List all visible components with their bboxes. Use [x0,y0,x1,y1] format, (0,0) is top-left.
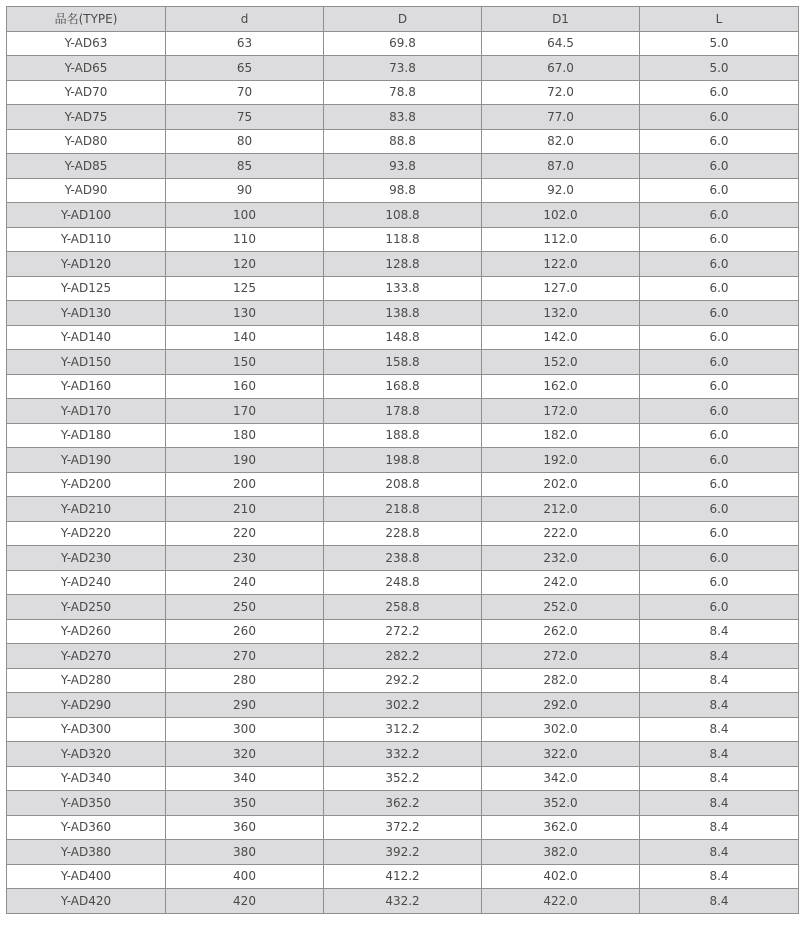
cell-L: 6.0 [640,546,799,571]
cell-D: 148.8 [324,325,482,350]
cell-D1: 242.0 [482,570,640,595]
cell-L: 6.0 [640,227,799,252]
table-body [7,31,799,913]
cell-type: Y-AD360 [7,815,166,840]
table-row [7,105,799,130]
cell-D: 352.2 [324,766,482,791]
cell-L: 5.0 [640,31,799,56]
cell-type: Y-AD190 [7,448,166,473]
cell-d: 240 [166,570,324,595]
cell-type: Y-AD270 [7,644,166,669]
cell-L: 6.0 [640,570,799,595]
cell-L: 8.4 [640,864,799,889]
cell-d: 190 [166,448,324,473]
cell-D1: 102.0 [482,203,640,228]
cell-D1: 232.0 [482,546,640,571]
table-row [7,644,799,669]
cell-D1: 127.0 [482,276,640,301]
table-row [7,619,799,644]
cell-D: 168.8 [324,374,482,399]
header-row [7,7,799,32]
cell-L: 6.0 [640,497,799,522]
cell-d: 320 [166,742,324,767]
cell-type: Y-AD260 [7,619,166,644]
table-row [7,178,799,203]
cell-D: 282.2 [324,644,482,669]
cell-d: 220 [166,521,324,546]
table-row [7,570,799,595]
cell-d: 110 [166,227,324,252]
cell-d: 150 [166,350,324,375]
cell-d: 85 [166,154,324,179]
table-row [7,595,799,620]
table-row [7,693,799,718]
header-L: L [640,7,799,32]
cell-D1: 64.5 [482,31,640,56]
cell-D1: 252.0 [482,595,640,620]
cell-D: 208.8 [324,472,482,497]
cell-D1: 92.0 [482,178,640,203]
table-row [7,399,799,424]
cell-D1: 77.0 [482,105,640,130]
cell-d: 250 [166,595,324,620]
cell-d: 70 [166,80,324,105]
table-row [7,766,799,791]
cell-D1: 272.0 [482,644,640,669]
cell-D1: 262.0 [482,619,640,644]
cell-D: 258.8 [324,595,482,620]
table-row [7,325,799,350]
cell-d: 350 [166,791,324,816]
cell-L: 8.4 [640,766,799,791]
cell-type: Y-AD420 [7,889,166,914]
cell-D1: 402.0 [482,864,640,889]
cell-D: 362.2 [324,791,482,816]
cell-L: 6.0 [640,129,799,154]
spec-table [6,6,799,914]
cell-L: 6.0 [640,154,799,179]
cell-L: 6.0 [640,595,799,620]
cell-type: Y-AD350 [7,791,166,816]
cell-type: Y-AD170 [7,399,166,424]
cell-D1: 302.0 [482,717,640,742]
cell-type: Y-AD240 [7,570,166,595]
table-row [7,374,799,399]
cell-D1: 422.0 [482,889,640,914]
cell-d: 63 [166,31,324,56]
cell-type: Y-AD130 [7,301,166,326]
cell-D: 78.8 [324,80,482,105]
cell-D1: 87.0 [482,154,640,179]
cell-D: 218.8 [324,497,482,522]
cell-d: 260 [166,619,324,644]
cell-D1: 362.0 [482,815,640,840]
cell-L: 8.4 [640,840,799,865]
cell-d: 90 [166,178,324,203]
cell-D1: 182.0 [482,423,640,448]
cell-type: Y-AD75 [7,105,166,130]
cell-D1: 152.0 [482,350,640,375]
cell-D: 93.8 [324,154,482,179]
table-row [7,350,799,375]
cell-D: 138.8 [324,301,482,326]
cell-D: 83.8 [324,105,482,130]
cell-D: 118.8 [324,227,482,252]
cell-d: 200 [166,472,324,497]
cell-L: 8.4 [640,717,799,742]
cell-L: 6.0 [640,325,799,350]
cell-D: 198.8 [324,448,482,473]
cell-d: 270 [166,644,324,669]
cell-L: 6.0 [640,423,799,448]
table-row [7,717,799,742]
cell-D: 372.2 [324,815,482,840]
cell-L: 8.4 [640,791,799,816]
cell-type: Y-AD320 [7,742,166,767]
cell-d: 400 [166,864,324,889]
cell-D: 332.2 [324,742,482,767]
table-row [7,521,799,546]
cell-L: 6.0 [640,448,799,473]
cell-D: 108.8 [324,203,482,228]
cell-D1: 322.0 [482,742,640,767]
cell-D1: 202.0 [482,472,640,497]
cell-D: 312.2 [324,717,482,742]
cell-d: 75 [166,105,324,130]
cell-d: 65 [166,56,324,81]
table-row [7,252,799,277]
table-row [7,448,799,473]
table-row [7,129,799,154]
cell-D1: 282.0 [482,668,640,693]
cell-d: 80 [166,129,324,154]
cell-L: 6.0 [640,178,799,203]
cell-D: 128.8 [324,252,482,277]
table-row [7,80,799,105]
cell-D1: 132.0 [482,301,640,326]
header-d: d [166,7,324,32]
cell-D: 228.8 [324,521,482,546]
cell-D1: 122.0 [482,252,640,277]
cell-D1: 352.0 [482,791,640,816]
cell-type: Y-AD400 [7,864,166,889]
cell-d: 380 [166,840,324,865]
table-row [7,154,799,179]
cell-L: 8.4 [640,742,799,767]
cell-D: 432.2 [324,889,482,914]
cell-type: Y-AD125 [7,276,166,301]
cell-D1: 292.0 [482,693,640,718]
cell-D: 69.8 [324,31,482,56]
cell-d: 420 [166,889,324,914]
cell-L: 6.0 [640,301,799,326]
cell-type: Y-AD80 [7,129,166,154]
cell-type: Y-AD230 [7,546,166,571]
cell-type: Y-AD180 [7,423,166,448]
cell-type: Y-AD100 [7,203,166,228]
table-row [7,791,799,816]
table-row [7,889,799,914]
cell-type: Y-AD110 [7,227,166,252]
table-row [7,815,799,840]
cell-type: Y-AD63 [7,31,166,56]
cell-L: 6.0 [640,105,799,130]
cell-D: 392.2 [324,840,482,865]
cell-type: Y-AD210 [7,497,166,522]
cell-type: Y-AD250 [7,595,166,620]
cell-type: Y-AD380 [7,840,166,865]
cell-L: 8.4 [640,815,799,840]
table-row [7,56,799,81]
table-row [7,301,799,326]
cell-L: 6.0 [640,399,799,424]
cell-d: 120 [166,252,324,277]
cell-d: 160 [166,374,324,399]
cell-D: 248.8 [324,570,482,595]
cell-type: Y-AD120 [7,252,166,277]
cell-type: Y-AD140 [7,325,166,350]
cell-L: 6.0 [640,374,799,399]
cell-d: 100 [166,203,324,228]
cell-L: 8.4 [640,668,799,693]
cell-D: 88.8 [324,129,482,154]
cell-D: 302.2 [324,693,482,718]
table-row [7,276,799,301]
header-type: 品名(TYPE) [7,7,166,32]
table-header [7,7,799,32]
cell-L: 8.4 [640,619,799,644]
cell-L: 8.4 [640,693,799,718]
cell-D1: 82.0 [482,129,640,154]
cell-D: 133.8 [324,276,482,301]
table-row [7,742,799,767]
table-row [7,472,799,497]
cell-D1: 142.0 [482,325,640,350]
table-row [7,668,799,693]
cell-type: Y-AD220 [7,521,166,546]
cell-d: 290 [166,693,324,718]
cell-D1: 72.0 [482,80,640,105]
header-D1: D1 [482,7,640,32]
cell-d: 130 [166,301,324,326]
cell-d: 210 [166,497,324,522]
cell-type: Y-AD150 [7,350,166,375]
table-row [7,203,799,228]
cell-D: 188.8 [324,423,482,448]
cell-type: Y-AD85 [7,154,166,179]
table-row [7,423,799,448]
cell-type: Y-AD160 [7,374,166,399]
cell-D1: 67.0 [482,56,640,81]
cell-d: 140 [166,325,324,350]
cell-type: Y-AD65 [7,56,166,81]
cell-L: 8.4 [640,889,799,914]
cell-type: Y-AD290 [7,693,166,718]
cell-L: 6.0 [640,472,799,497]
cell-d: 280 [166,668,324,693]
cell-D1: 382.0 [482,840,640,865]
header-D: D [324,7,482,32]
cell-D1: 342.0 [482,766,640,791]
cell-d: 300 [166,717,324,742]
cell-D: 178.8 [324,399,482,424]
cell-type: Y-AD300 [7,717,166,742]
cell-D1: 172.0 [482,399,640,424]
cell-D: 158.8 [324,350,482,375]
cell-L: 6.0 [640,252,799,277]
cell-type: Y-AD70 [7,80,166,105]
table-row [7,864,799,889]
cell-d: 340 [166,766,324,791]
cell-L: 6.0 [640,203,799,228]
cell-D1: 212.0 [482,497,640,522]
cell-L: 6.0 [640,80,799,105]
table-row [7,840,799,865]
cell-D1: 162.0 [482,374,640,399]
cell-d: 125 [166,276,324,301]
cell-L: 5.0 [640,56,799,81]
cell-D: 98.8 [324,178,482,203]
cell-d: 180 [166,423,324,448]
cell-D1: 192.0 [482,448,640,473]
cell-D: 412.2 [324,864,482,889]
cell-D: 292.2 [324,668,482,693]
cell-d: 230 [166,546,324,571]
table-row [7,227,799,252]
cell-type: Y-AD90 [7,178,166,203]
cell-D1: 112.0 [482,227,640,252]
cell-type: Y-AD280 [7,668,166,693]
cell-type: Y-AD200 [7,472,166,497]
cell-D: 73.8 [324,56,482,81]
cell-d: 170 [166,399,324,424]
table-row [7,497,799,522]
cell-d: 360 [166,815,324,840]
cell-D: 238.8 [324,546,482,571]
cell-type: Y-AD340 [7,766,166,791]
table-row [7,31,799,56]
cell-D1: 222.0 [482,521,640,546]
cell-L: 8.4 [640,644,799,669]
cell-L: 6.0 [640,276,799,301]
cell-L: 6.0 [640,521,799,546]
cell-L: 6.0 [640,350,799,375]
table-row [7,546,799,571]
cell-D: 272.2 [324,619,482,644]
